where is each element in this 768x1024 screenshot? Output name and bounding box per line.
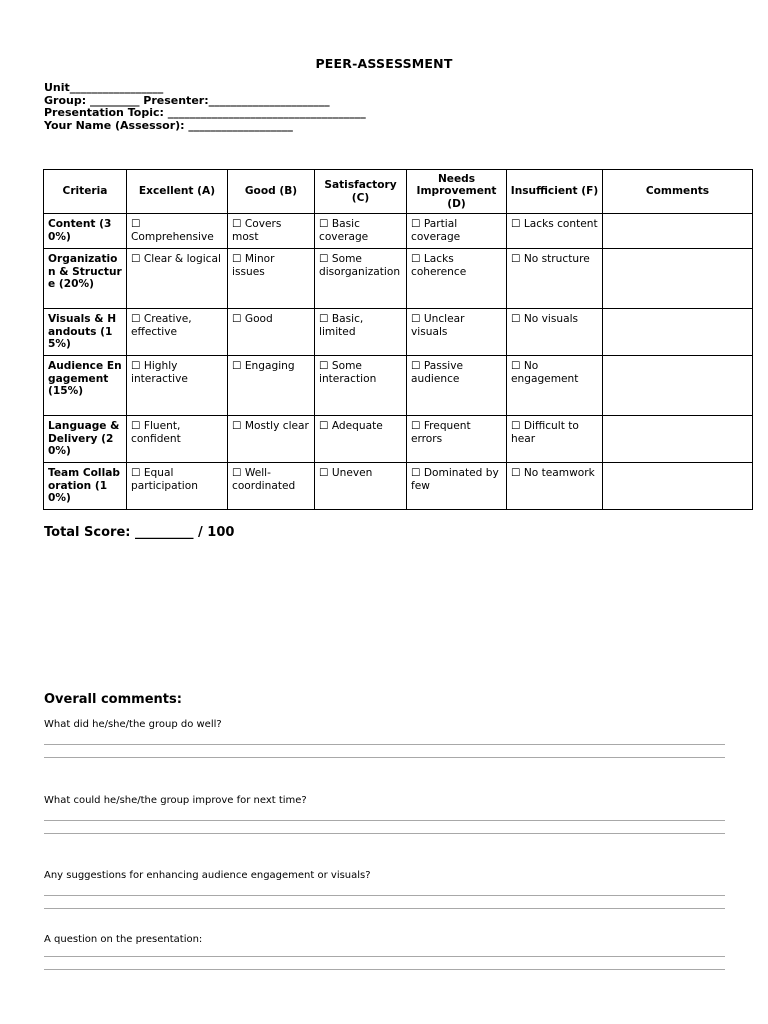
header-fields bbox=[44, 82, 366, 132]
criteria-cell: Audience Engagement (15%) bbox=[44, 356, 127, 416]
comments-cell[interactable] bbox=[603, 249, 753, 309]
checkbox-option[interactable]: ☐ Comprehensive bbox=[127, 214, 228, 249]
checkbox-option[interactable]: ☐ Mostly clear bbox=[228, 416, 315, 463]
checkbox-option[interactable]: ☐ Some disorganization bbox=[315, 249, 407, 309]
checkbox-option[interactable]: ☐ Equal participation bbox=[127, 463, 228, 510]
checkbox-option[interactable]: ☐ Basic coverage bbox=[315, 214, 407, 249]
header-criteria: Criteria bbox=[44, 170, 127, 214]
checkbox-option[interactable]: ☐ No engagement bbox=[507, 356, 603, 416]
criteria-cell: Language & Delivery (20%) bbox=[44, 416, 127, 463]
total-score[interactable]: Total Score: _________ / 100 bbox=[44, 525, 235, 540]
checkbox-option[interactable]: ☐ Creative, effective bbox=[127, 309, 228, 356]
header-comments: Comments bbox=[603, 170, 753, 214]
comments-cell[interactable] bbox=[603, 309, 753, 356]
checkbox-option[interactable]: ☐ No visuals bbox=[507, 309, 603, 356]
answer-line[interactable] bbox=[44, 895, 725, 896]
table-row bbox=[44, 214, 753, 249]
document-title: PEER-ASSESSMENT bbox=[315, 56, 453, 71]
overall-comments-heading: Overall comments: bbox=[44, 692, 182, 707]
checkbox-option[interactable]: ☐ Good bbox=[228, 309, 315, 356]
comments-cell[interactable] bbox=[603, 416, 753, 463]
rubric-header-row bbox=[44, 170, 753, 214]
assessor-field[interactable]: Your Name (Assessor): ___________________ bbox=[44, 118, 293, 132]
answer-line[interactable] bbox=[44, 969, 725, 970]
checkbox-option[interactable]: ☐ Well-coordinated bbox=[228, 463, 315, 510]
answer-line[interactable] bbox=[44, 757, 725, 758]
criteria-cell: Content (30%) bbox=[44, 214, 127, 249]
checkbox-option[interactable]: ☐ Difficult to hear bbox=[507, 416, 603, 463]
header-satisfactory: Satisfactory (C) bbox=[315, 170, 407, 214]
question-well: What did he/she/the group do well? bbox=[44, 719, 222, 730]
table-row bbox=[44, 356, 753, 416]
topic-field[interactable]: Presentation Topic: ____________________________________ bbox=[44, 106, 366, 120]
checkbox-option[interactable]: ☐ Lacks content bbox=[507, 214, 603, 249]
checkbox-option[interactable]: ☐ Some interaction bbox=[315, 356, 407, 416]
answer-line[interactable] bbox=[44, 956, 725, 957]
group-presenter-field[interactable]: Group: _________ Presenter:______________________ bbox=[44, 93, 330, 107]
header-insufficient: Insufficient (F) bbox=[507, 170, 603, 214]
checkbox-option[interactable]: ☐ Unclear visuals bbox=[407, 309, 507, 356]
checkbox-option[interactable]: ☐ Basic, limited bbox=[315, 309, 407, 356]
answer-line[interactable] bbox=[44, 744, 725, 745]
header-excellent: Excellent (A) bbox=[127, 170, 228, 214]
answer-line[interactable] bbox=[44, 908, 725, 909]
checkbox-option[interactable]: ☐ No teamwork bbox=[507, 463, 603, 510]
checkbox-option[interactable]: ☐ Engaging bbox=[228, 356, 315, 416]
comments-cell[interactable] bbox=[603, 463, 753, 510]
answer-line[interactable] bbox=[44, 833, 725, 834]
rubric-table bbox=[43, 169, 753, 510]
checkbox-option[interactable]: ☐ Adequate bbox=[315, 416, 407, 463]
unit-field[interactable]: Unit_________________ bbox=[44, 81, 164, 94]
answer-line[interactable] bbox=[44, 820, 725, 821]
table-row bbox=[44, 463, 753, 510]
criteria-cell: Visuals & Handouts (15%) bbox=[44, 309, 127, 356]
checkbox-option[interactable]: ☐ No structure bbox=[507, 249, 603, 309]
table-row bbox=[44, 309, 753, 356]
table-row bbox=[44, 249, 753, 309]
checkbox-option[interactable]: ☐ Covers most bbox=[228, 214, 315, 249]
question-improve: What could he/she/the group improve for next time? bbox=[44, 795, 307, 806]
comments-cell[interactable] bbox=[603, 214, 753, 249]
checkbox-option[interactable]: ☐ Dominated by few bbox=[407, 463, 507, 510]
checkbox-option[interactable]: ☐ Fluent, confident bbox=[127, 416, 228, 463]
checkbox-option[interactable]: ☐ Uneven bbox=[315, 463, 407, 510]
checkbox-option[interactable]: ☐ Clear & logical bbox=[127, 249, 228, 309]
criteria-cell: Organization & Structure (20%) bbox=[44, 249, 127, 309]
checkbox-option[interactable]: ☐ Highly interactive bbox=[127, 356, 228, 416]
checkbox-option[interactable]: ☐ Minor issues bbox=[228, 249, 315, 309]
question-suggestions: Any suggestions for enhancing audience engagement or visuals? bbox=[44, 870, 371, 881]
question-presentation: A question on the presentation: bbox=[44, 934, 203, 945]
header-needs-improvement: Needs Improvement (D) bbox=[407, 170, 507, 214]
checkbox-option[interactable]: ☐ Partial coverage bbox=[407, 214, 507, 249]
checkbox-option[interactable]: ☐ Passive audience bbox=[407, 356, 507, 416]
criteria-cell: Team Collaboration (10%) bbox=[44, 463, 127, 510]
table-row bbox=[44, 416, 753, 463]
header-good: Good (B) bbox=[228, 170, 315, 214]
checkbox-option[interactable]: ☐ Frequent errors bbox=[407, 416, 507, 463]
comments-cell[interactable] bbox=[603, 356, 753, 416]
checkbox-option[interactable]: ☐ Lacks coherence bbox=[407, 249, 507, 309]
